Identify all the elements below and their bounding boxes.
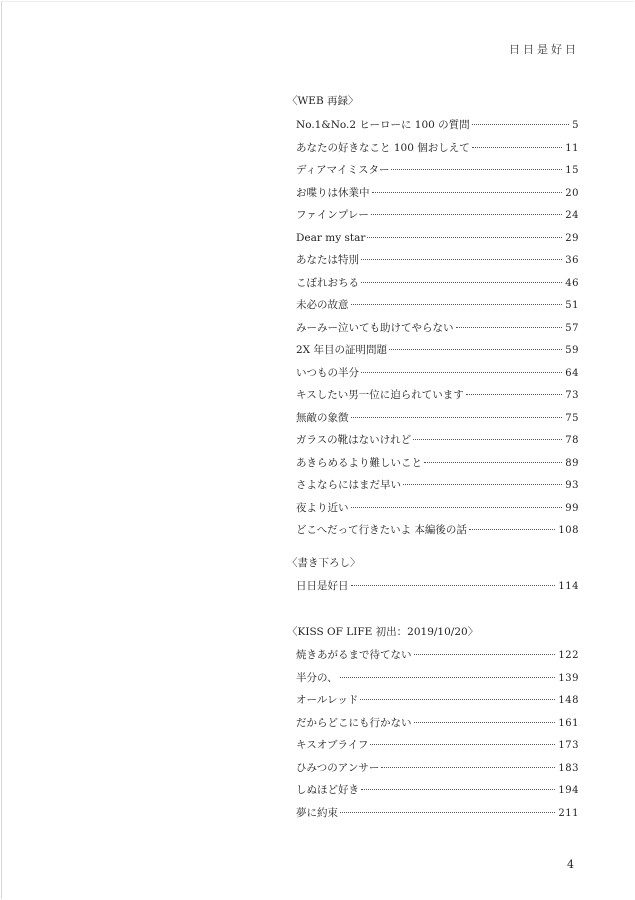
dot-leader (472, 124, 569, 125)
toc-entry (296, 689, 579, 712)
toc-entry (296, 137, 579, 160)
entry-page: 183 (558, 762, 579, 774)
entry-title: こぼれおちる (296, 276, 359, 289)
entry-page: 148 (558, 695, 579, 706)
entry-page: 64 (565, 367, 579, 379)
dot-leader (340, 677, 556, 678)
toc-entry (296, 779, 579, 802)
entry-page: 78 (565, 435, 579, 446)
entry-title: ガラスの靴はないけれど (296, 434, 412, 446)
dot-leader (360, 699, 555, 700)
toc-section-web (287, 90, 579, 542)
entry-title: オールレッド (296, 694, 359, 706)
entry-title: 焼きあがるまで待てない (296, 649, 412, 661)
dot-leader (469, 529, 555, 530)
toc-entry (296, 294, 579, 317)
toc-entry (296, 429, 579, 452)
toc-entry (296, 362, 579, 385)
section-heading: 〈WEB 再録〉 (287, 95, 359, 107)
entry-title: ファインプレー (296, 209, 369, 221)
dot-leader (340, 812, 555, 813)
entry-page: 114 (558, 581, 579, 592)
dot-leader (389, 349, 562, 350)
entry-page: 15 (565, 165, 579, 176)
entry-title: さよならにはまだ早い (296, 479, 401, 491)
entry-title: ひみつのアンサー (296, 761, 380, 774)
toc-entry (296, 114, 579, 137)
toc-entry (296, 159, 579, 182)
entry-title: 未必の故意 (296, 299, 349, 311)
entry-page: 211 (558, 807, 579, 819)
toc-entry (296, 384, 579, 407)
dot-leader (370, 744, 555, 745)
toc-entry (296, 497, 579, 520)
dot-leader (351, 585, 556, 586)
toc-entry (296, 452, 579, 475)
dot-leader (414, 654, 556, 655)
entry-title: だからどこにも行かない (296, 716, 412, 729)
dot-leader (456, 327, 563, 328)
entry-page: 75 (565, 412, 579, 424)
entry-page: 161 (558, 717, 579, 729)
entry-page: 99 (565, 502, 579, 514)
dot-leader (413, 439, 562, 440)
toc-entry (296, 734, 579, 757)
entry-title: みーみー泣いても助けてやらない (296, 321, 454, 334)
entry-page: 73 (565, 390, 579, 401)
toc-entry (296, 227, 579, 250)
toc-entry (296, 204, 579, 227)
entry-page: 108 (558, 525, 579, 536)
toc-entry (296, 182, 579, 205)
toc-section-kiss-of-life (287, 621, 579, 824)
entry-page: 59 (565, 345, 579, 356)
page-number: 4 (567, 858, 574, 871)
entry-page: 122 (558, 650, 579, 661)
entry-title: 夢に約束 (296, 806, 338, 819)
toc-entry (296, 667, 579, 690)
entry-title: あきらめるより難しいこと (296, 456, 422, 469)
entry-page: 57 (565, 322, 579, 334)
toc-entry (296, 712, 579, 735)
dot-leader (351, 304, 563, 305)
entry-page: 139 (558, 672, 579, 684)
dot-leader (351, 507, 563, 508)
toc-entry (296, 249, 579, 272)
dot-leader (381, 767, 555, 768)
entry-title: 半分の、 (296, 671, 338, 684)
toc-entry (296, 519, 579, 542)
toc-entry (296, 407, 579, 430)
entry-page: 89 (565, 457, 579, 469)
entry-page: 36 (565, 255, 579, 266)
toc-entry (296, 474, 579, 497)
toc-entry (296, 644, 579, 667)
toc-section-new (287, 552, 579, 598)
dot-leader (361, 789, 555, 790)
entry-title: 2X 年目の証明問題 (296, 344, 387, 356)
section-heading: 〈書き下ろし〉 (287, 557, 361, 569)
entry-title: あなたの好きなこと 100 個おしえて (296, 141, 470, 154)
dot-leader (424, 462, 562, 463)
entry-title: あなたは特別 (296, 254, 359, 266)
entry-page: 46 (565, 277, 579, 289)
dot-leader (361, 372, 562, 373)
entry-title: どこへだって行きたいよ 本編後の話 (296, 524, 467, 536)
entry-title: 日日是好日 (296, 580, 349, 592)
dot-leader (466, 394, 562, 395)
entry-title: ディアマイミスター (296, 164, 390, 176)
entry-title: お喋りは休業中 (296, 186, 370, 199)
dot-leader (361, 259, 562, 260)
entry-page: 194 (558, 785, 579, 796)
entry-title: Dear my star (296, 231, 366, 244)
dot-leader (403, 484, 562, 485)
dot-leader (372, 192, 563, 193)
entry-title: 夜より近い (296, 501, 349, 514)
entry-page: 29 (565, 232, 579, 244)
entry-page: 24 (565, 210, 579, 221)
entry-title: しぬほど好き (296, 784, 359, 796)
toc-entry (296, 802, 579, 825)
section-heading: 〈KISS OF LIFE 初出：2019/10/20〉 (287, 626, 479, 638)
running-head: 日日是好日 (509, 43, 579, 56)
entry-page: 20 (565, 187, 579, 199)
entry-title: いつもの半分 (296, 366, 359, 379)
entry-page: 173 (558, 740, 579, 751)
dot-leader (367, 237, 562, 238)
dot-leader (371, 214, 562, 215)
entry-title: 無敵の象徴 (296, 411, 349, 424)
dot-leader (361, 282, 562, 283)
entry-title: キスしたい男一位に迫られています (296, 389, 464, 401)
entry-title: No.1&No.2 ヒーローに 100 の質問 (296, 119, 470, 131)
toc-entry (296, 757, 579, 780)
entry-page: 93 (565, 480, 579, 491)
toc-entry (296, 339, 579, 362)
dot-leader (351, 417, 563, 418)
entry-page: 11 (565, 142, 579, 154)
entry-title: キスオブライフ (296, 739, 369, 751)
toc-entry (296, 272, 579, 295)
entry-page: 5 (572, 120, 579, 131)
dot-leader (414, 722, 556, 723)
dot-leader (391, 169, 562, 170)
toc-entry (296, 575, 579, 598)
toc-entry (296, 317, 579, 340)
entry-page: 51 (565, 300, 579, 311)
dot-leader (472, 147, 563, 148)
